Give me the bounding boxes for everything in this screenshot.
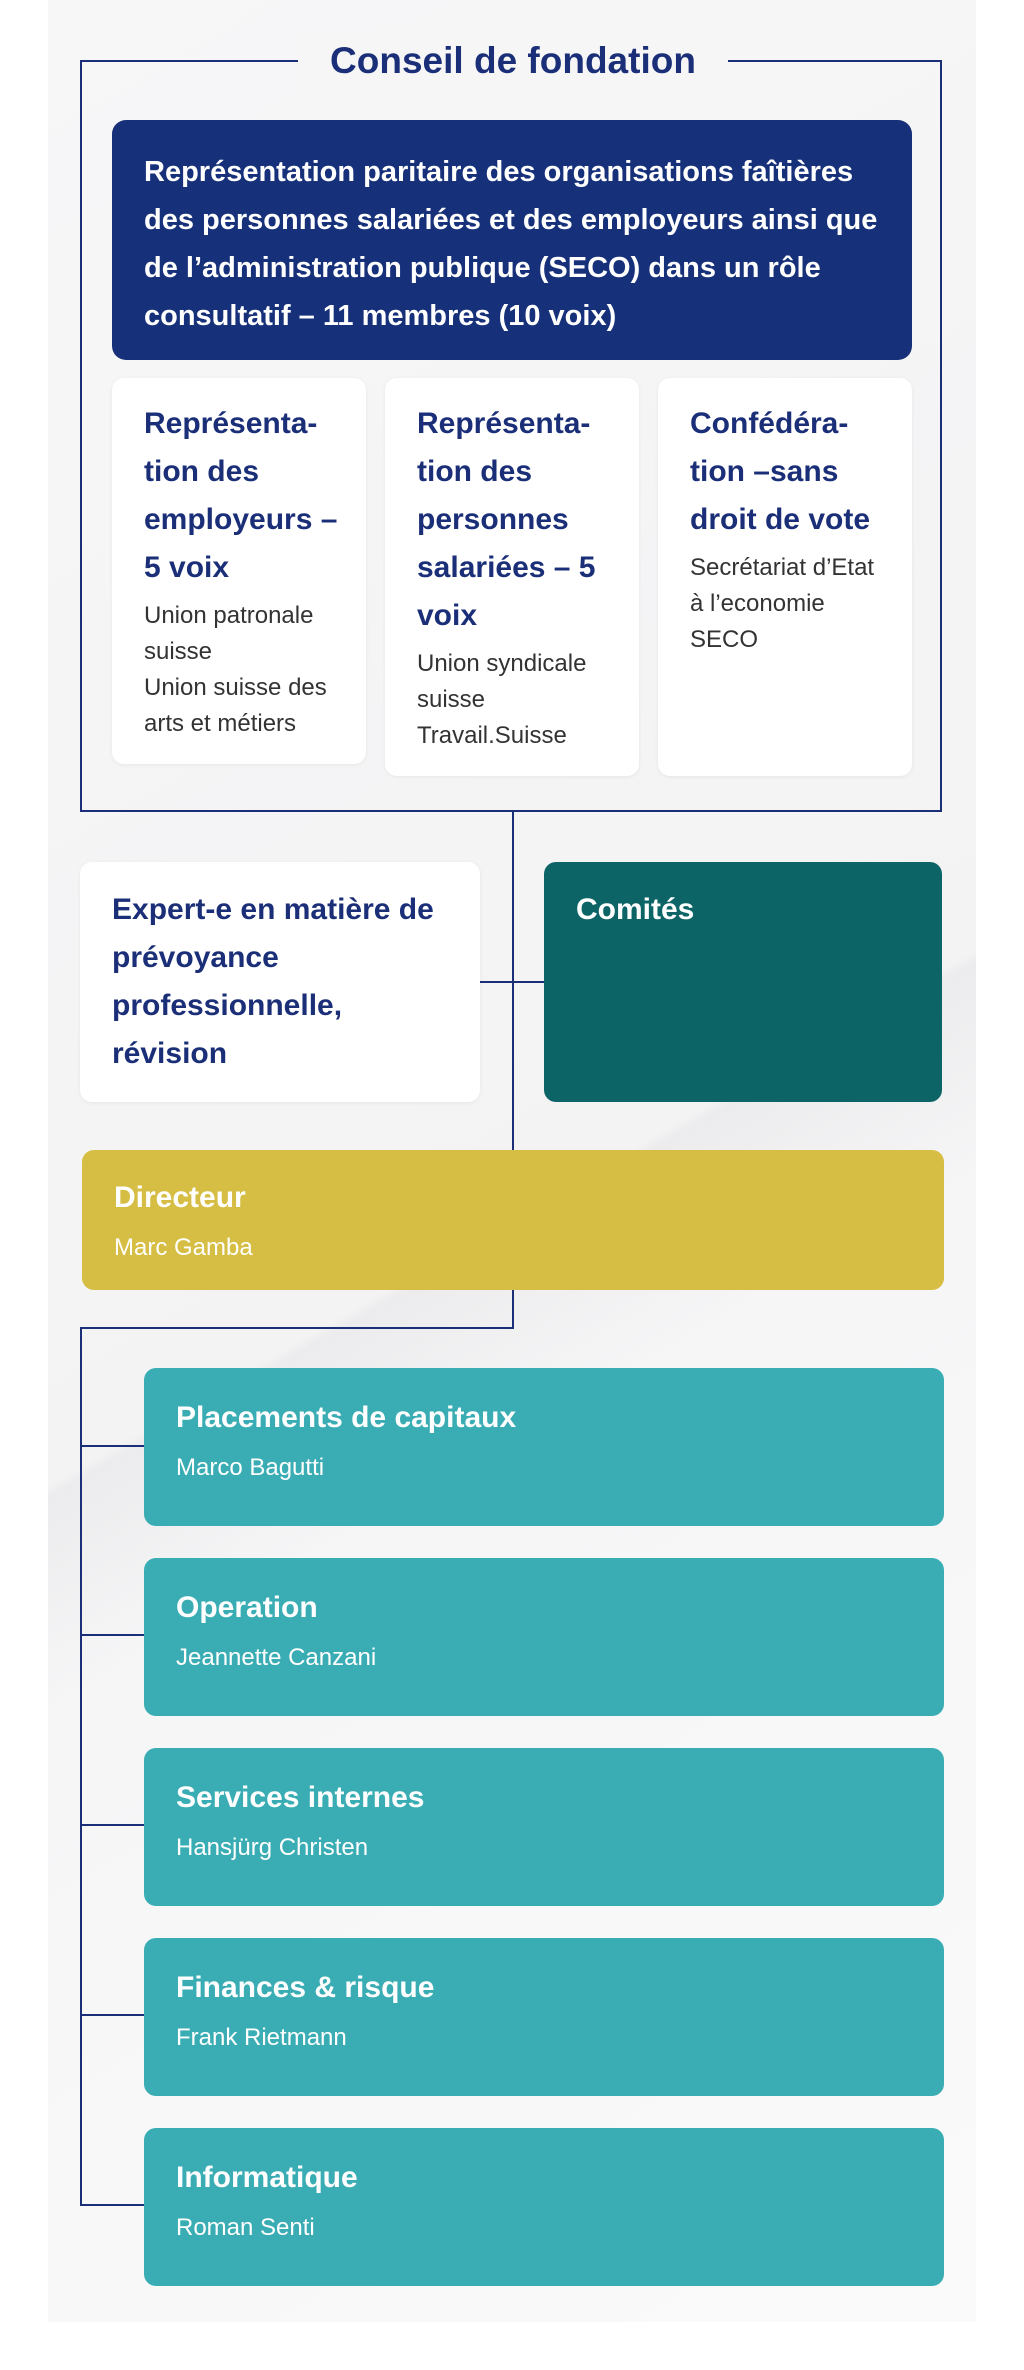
employee-representation-members — [417, 646, 611, 754]
committees-title: Comités — [576, 893, 695, 926]
department-branch — [80, 1824, 144, 1826]
department-head: Hansjürg Christen — [176, 1834, 369, 1861]
director-title: Directeur — [114, 1181, 246, 1214]
departments-spine — [80, 1327, 82, 2206]
employer-representation-card — [112, 378, 366, 764]
member-name: Union suisse des arts et métiers — [144, 674, 327, 737]
department-card-it — [144, 2128, 944, 2286]
department-card-operation — [144, 1558, 944, 1716]
department-head: Jeannette Canzani — [176, 1644, 377, 1671]
department-card-internal-services — [144, 1748, 944, 1906]
department-title: Services internes — [176, 1781, 425, 1814]
board-title-wrap — [298, 30, 728, 92]
employer-representation-title: Représenta-tion des employeurs – 5 voix — [144, 407, 338, 584]
member-name: Travail.Suisse — [417, 722, 567, 749]
committees-card — [544, 862, 942, 1102]
confederation-card — [658, 378, 912, 776]
member-name: Secrétariat d’Etat à l’economie SECO — [690, 554, 875, 653]
department-head: Roman Senti — [176, 2214, 315, 2241]
employer-representation-members — [144, 598, 338, 742]
member-name: Union syndicale suisse — [417, 650, 587, 713]
department-card-investments — [144, 1368, 944, 1526]
expert-card — [80, 862, 480, 1102]
department-title: Operation — [176, 1591, 318, 1624]
board-title: Conseil de fondation — [330, 40, 696, 81]
director-horizontal-connector — [80, 1327, 514, 1329]
director-down-connector — [512, 1290, 514, 1328]
department-card-finance-risk — [144, 1938, 944, 2096]
department-title: Placements de capitaux — [176, 1401, 517, 1434]
expert-title: Expert-e en matière de prévoyance professionnelle, révision — [112, 893, 434, 1070]
department-branch — [80, 2014, 144, 2016]
board-description: Représentation paritaire des organisations faîtières des personnes salariées et des employeurs ainsi que de l’administration publique (SECO) dans un rôle consultatif – 11 membres (10 voix) — [112, 120, 912, 360]
department-branch — [80, 1634, 144, 1636]
confederation-title: Confédéra-tion –sans droit de vote — [690, 407, 871, 536]
confederation-members — [690, 550, 886, 658]
department-branch — [80, 2204, 144, 2206]
expert-connector — [480, 981, 512, 983]
committees-connector — [514, 981, 544, 983]
department-title: Informatique — [176, 2161, 358, 2194]
employee-representation-card — [385, 378, 639, 776]
director-card — [82, 1150, 944, 1290]
department-head: Frank Rietmann — [176, 2024, 347, 2051]
department-head: Marco Bagutti — [176, 1454, 325, 1481]
department-title: Finances & risque — [176, 1971, 435, 2004]
director-name: Marc Gamba — [114, 1234, 253, 1261]
member-name: Union patronale suisse — [144, 602, 314, 665]
employee-representation-title: Représenta-tion des personnes salariées – 5 voix — [417, 407, 596, 632]
department-branch — [80, 1445, 144, 1447]
